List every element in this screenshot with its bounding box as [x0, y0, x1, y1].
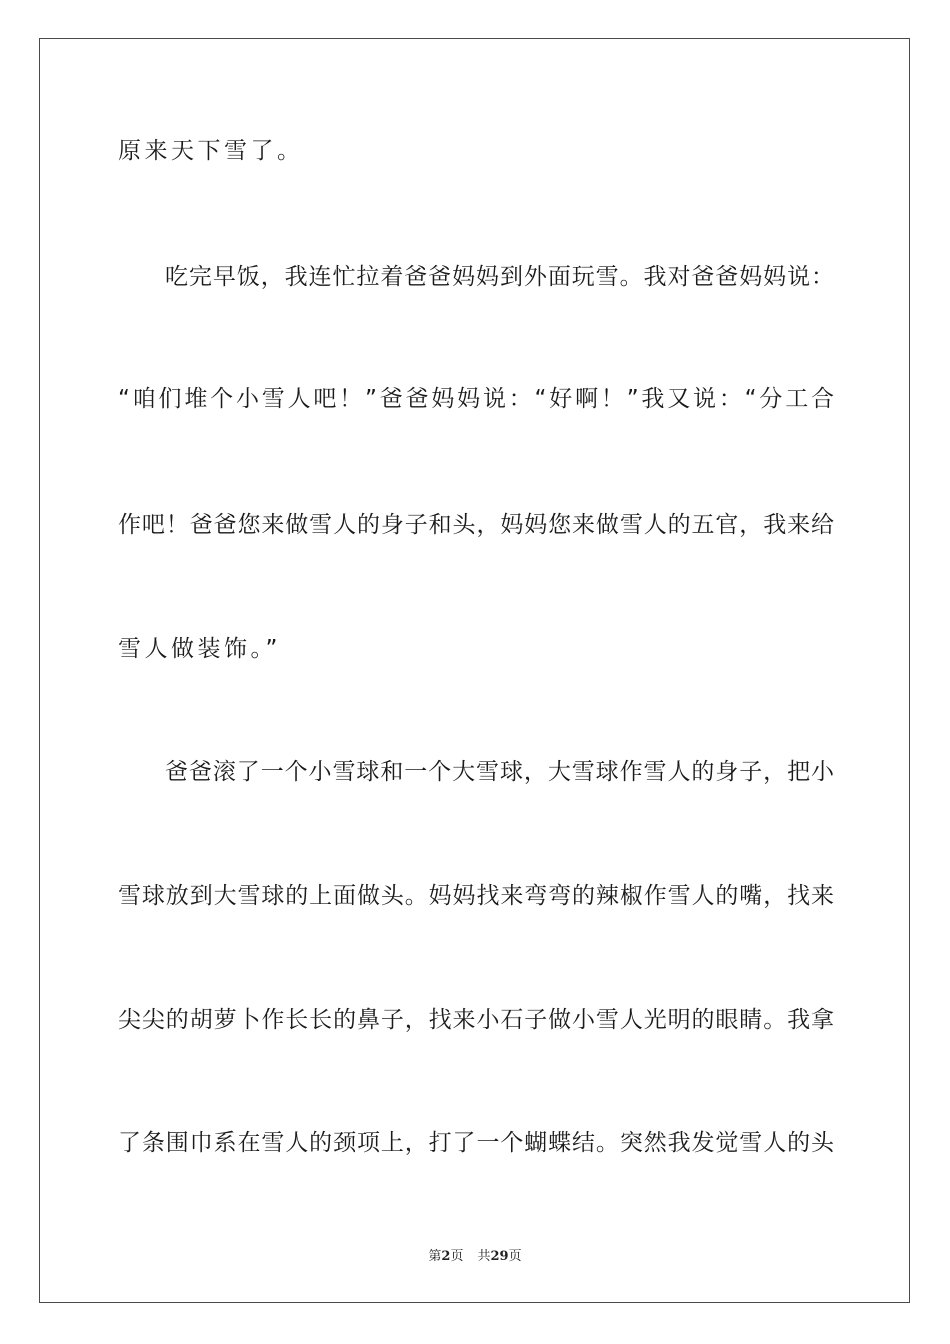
page-border — [39, 38, 910, 1303]
text-line: 了条围巾系在雪人的颈项上，打了一个蝴蝶结。突然我发觉雪人的头 — [118, 1130, 834, 1156]
page-number-footer — [0, 1248, 950, 1266]
total-page-count: 29 — [490, 1249, 509, 1264]
text-line: 吃完早饭，我连忙拉着爸爸妈妈到外面玩雪。我对爸爸妈妈说： — [165, 264, 834, 290]
total-suffix: 页 — [508, 1249, 522, 1264]
page-suffix: 页 — [450, 1249, 464, 1264]
text-line: 爸爸滚了一个小雪球和一个大雪球，大雪球作雪人的身子，把小 — [165, 759, 834, 785]
text-line: 原来天下雪了。 — [118, 138, 304, 164]
text-line: “咱们堆个小雪人吧！”爸爸妈妈说：“好啊！”我又说：“分工合 — [118, 386, 834, 412]
page-prefix: 第 — [428, 1249, 442, 1264]
current-page-number: 2 — [441, 1249, 451, 1264]
text-line: 雪人做装饰。” — [118, 636, 281, 662]
total-prefix: 共 — [477, 1249, 491, 1264]
text-line: 尖尖的胡萝卜作长长的鼻子，找来小石子做小雪人光明的眼睛。我拿 — [118, 1007, 834, 1033]
text-line: 作吧！爸爸您来做雪人的身子和头，妈妈您来做雪人的五官，我来给 — [118, 512, 834, 538]
text-line: 雪球放到大雪球的上面做头。妈妈找来弯弯的辣椒作雪人的嘴，找来 — [118, 883, 834, 909]
